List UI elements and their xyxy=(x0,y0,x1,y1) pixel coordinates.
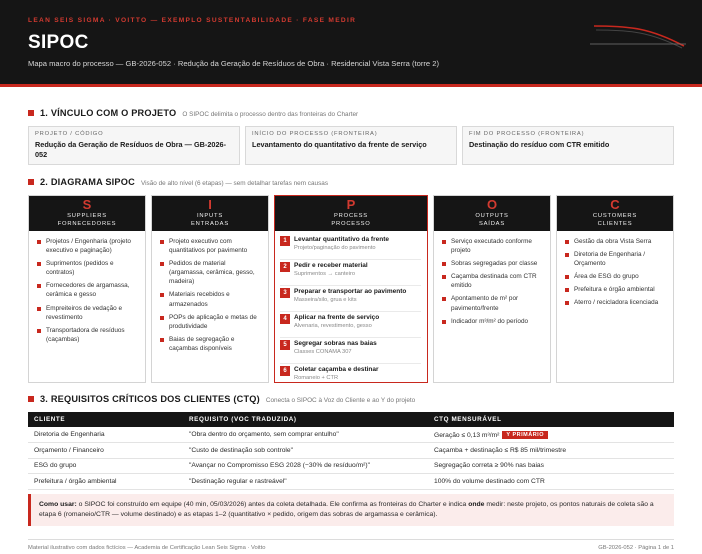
bullet-square-icon xyxy=(442,262,446,266)
list-item xyxy=(160,335,262,353)
list-item xyxy=(442,317,544,326)
header-kicker: LEAN SEIS SIGMA · VOITTO — EXEMPLO SUSTENTABILIDADE · FASE MEDIR xyxy=(28,17,357,24)
bullet-square-icon xyxy=(565,253,569,257)
card-value: Levantamento do quantitativo da frente de serviço xyxy=(252,140,427,149)
note-text-1: o SIPOC foi construído em equipe (40 min, 05/03/2026) antes da coleta detalhada. Ele confirma as fronteiras do Charter e indica xyxy=(76,501,469,508)
section-note: Conecta o SIPOC à Voz do Cliente e ao Y do projeto xyxy=(265,397,416,404)
column-name-pt: PROCESSO xyxy=(331,221,371,227)
item-text: Fornecedores de argamassa, cerâmica e gesso xyxy=(46,282,130,299)
bullet-square-icon xyxy=(37,329,41,333)
cell-client: Orçamento / Financeiro xyxy=(28,443,183,459)
cell-ctq: Segregação correta ≥ 90% nas baias xyxy=(428,458,674,474)
sipoc-column-outputs xyxy=(433,195,551,383)
column-header-client: CLIENTE xyxy=(28,412,183,427)
process-step xyxy=(280,364,421,390)
list-item xyxy=(37,259,139,277)
list-item xyxy=(565,272,667,281)
item-text: Serviço executado conforme projeto xyxy=(451,238,532,255)
section-title: 2. DIAGRAMA SIPOC xyxy=(40,177,135,187)
bullet-square-icon xyxy=(160,338,164,342)
step-number: 3 xyxy=(280,288,290,298)
list-item xyxy=(160,259,262,286)
item-text: Pedidos de material (argamassa, cerâmica, gesso, madeira) xyxy=(169,260,255,286)
section-marker xyxy=(28,396,34,402)
ctq-table xyxy=(28,412,674,490)
column-header xyxy=(275,196,427,231)
item-text: Empreiteiros de vedação e revestimento xyxy=(46,304,123,321)
step-description: Alvenaria, revestimento, gesso xyxy=(294,323,372,329)
section-3-heading xyxy=(28,394,415,404)
column-items xyxy=(152,231,268,353)
item-text: Materiais recebidos e armazenados xyxy=(169,291,230,308)
list-item xyxy=(442,237,544,255)
column-name-pt: FORNECEDORES xyxy=(57,221,117,227)
usage-note xyxy=(28,494,674,526)
sipoc-column-customers xyxy=(556,195,674,383)
bullet-square-icon xyxy=(565,240,569,244)
column-name-pt: ENTRADAS xyxy=(191,221,229,227)
bullet-square-icon xyxy=(37,262,41,266)
list-item xyxy=(565,237,667,246)
cell-ctq xyxy=(428,427,674,443)
item-text: Sobras segregadas por classe xyxy=(451,260,538,268)
item-text: Projeto executivo com quantitativos por pavimento xyxy=(169,238,248,255)
page-title: SIPOC xyxy=(28,32,89,53)
footer-divider xyxy=(28,539,674,540)
item-text: POPs de aplicação e metas de produtividade xyxy=(169,313,257,330)
item-text: Projetos / Engenharia (projeto executivo e paginação) xyxy=(46,238,131,255)
cell-client: Diretoria de Engenharia xyxy=(28,427,183,443)
charter-card-start xyxy=(245,126,457,165)
step-number: 5 xyxy=(280,340,290,350)
list-item xyxy=(37,281,139,299)
step-title: Segregar sobras nas baias xyxy=(294,340,377,347)
bullet-square-icon xyxy=(160,316,164,320)
card-label: PROJETO / CÓDIGO xyxy=(35,131,104,137)
page-header xyxy=(0,0,702,84)
column-name-en: CUSTOMERS xyxy=(592,213,638,219)
section-note: Visão de alto nível (6 etapas) — sem detalhar tarefas nem causas xyxy=(140,180,329,187)
ctq-value: Geração ≤ 0,13 m³/m² xyxy=(434,431,500,439)
step-title: Coletar caçamba e destinar xyxy=(294,366,379,373)
list-item xyxy=(37,304,139,322)
step-number: 1 xyxy=(280,236,290,246)
step-number: 6 xyxy=(280,366,290,376)
list-item xyxy=(442,272,544,290)
list-item xyxy=(565,250,667,268)
step-description: Masseira/silo, grua e kits xyxy=(294,297,357,303)
charter-card-project xyxy=(28,126,240,165)
column-letter: P xyxy=(346,197,356,212)
item-text: Diretoria de Engenharia / Orçamento xyxy=(574,251,646,268)
sipoc-column-process xyxy=(274,195,428,383)
item-text: Apontamento de m² por pavimento/frente xyxy=(451,295,519,312)
sipoc-column-suppliers xyxy=(28,195,146,383)
process-step xyxy=(280,312,421,338)
column-letter: O xyxy=(486,197,498,212)
section-1-heading xyxy=(28,108,358,118)
column-header xyxy=(152,196,268,231)
bullet-square-icon xyxy=(160,293,164,297)
section-title: 1. VÍNCULO COM O PROJETO xyxy=(40,108,177,118)
list-item xyxy=(442,259,544,268)
list-item xyxy=(160,237,262,255)
card-label: INÍCIO DO PROCESSO (FRONTEIRA) xyxy=(252,131,378,137)
column-name-en: PROCESS xyxy=(334,213,368,219)
note-lead: Como usar: xyxy=(39,501,77,508)
column-name-pt: CLIENTES xyxy=(597,221,633,227)
table-row xyxy=(28,474,674,490)
header-accent-bar xyxy=(0,84,702,87)
cell-ctq: Caçamba + destinação ≤ R$ 85 mil/trimestre xyxy=(428,443,674,459)
column-letter: S xyxy=(82,197,92,212)
section-marker xyxy=(28,179,34,185)
note-text-2: medir: neste projeto, os pontos naturais de coleta são a etapa 6 (romaneio/CTR — volume destinado) e as etapas 1–2 (quantitativo × pedido, origem das sobras de argamassa e cerâmica). xyxy=(39,501,654,519)
item-text: Caçamba destinada com CTR emitido xyxy=(451,273,537,290)
cell-client: ESG do grupo xyxy=(28,458,183,474)
card-label: FIM DO PROCESSO (FRONTEIRA) xyxy=(469,131,585,137)
column-name-pt: SAÍDAS xyxy=(478,221,506,227)
footer-left: Material ilustrativo com dados fictícios — Academia de Certificação Lean Seis Sigma · Voitto xyxy=(28,545,266,551)
bullet-square-icon xyxy=(160,240,164,244)
column-header-requirement: REQUISITO (VOC TRADUZIDA) xyxy=(183,412,428,427)
step-title: Aplicar na frente de serviço xyxy=(294,314,380,321)
column-items xyxy=(557,231,673,308)
table-header-row xyxy=(28,412,674,427)
sipoc-column-inputs xyxy=(151,195,269,383)
list-item xyxy=(37,326,139,344)
item-text: Indicador m³/m² do período xyxy=(451,317,529,325)
process-step xyxy=(280,234,421,260)
cell-client: Prefeitura / órgão ambiental xyxy=(28,474,183,490)
note-emphasis: onde xyxy=(468,501,485,508)
cell-requirement: "Avançar no Compromisso ESG 2028 (−30% de resíduo/m²)" xyxy=(183,458,428,474)
cell-requirement: "Destinação regular e rastreável" xyxy=(183,474,428,490)
header-curve-decoration xyxy=(590,16,686,52)
column-name-en: INPUTS xyxy=(196,213,224,219)
bullet-square-icon xyxy=(442,240,446,244)
bullet-square-icon xyxy=(565,301,569,305)
column-header xyxy=(434,196,550,231)
item-text: Prefeitura e órgão ambiental xyxy=(574,286,655,294)
bullet-square-icon xyxy=(442,320,446,324)
charter-card-end xyxy=(462,126,674,165)
list-item xyxy=(160,290,262,308)
column-letter: I xyxy=(208,197,212,212)
item-text: Área de ESG do grupo xyxy=(574,273,639,281)
table-row xyxy=(28,458,674,474)
item-text: Aterro / recicladora licenciada xyxy=(574,299,659,307)
table-row xyxy=(28,443,674,459)
list-item xyxy=(37,237,139,255)
bullet-square-icon xyxy=(442,275,446,279)
bullet-square-icon xyxy=(37,284,41,288)
process-step xyxy=(280,338,421,364)
section-note: O SIPOC delimita o processo dentro das fronteiras do Charter xyxy=(182,111,359,118)
section-2-heading xyxy=(28,177,328,187)
table-row xyxy=(28,427,674,443)
step-description: Romaneio + CTR xyxy=(294,375,339,381)
section-title: 3. REQUISITOS CRÍTICOS DOS CLIENTES (CTQ) xyxy=(40,394,260,404)
card-value: Destinação do resíduo com CTR emitido xyxy=(469,140,610,149)
column-items xyxy=(29,231,145,344)
step-title: Pedir e receber material xyxy=(294,262,368,269)
primary-y-badge: Y PRIMÁRIO xyxy=(502,431,548,439)
column-header-ctq: CTQ MENSURÁVEL xyxy=(428,412,674,427)
step-number: 4 xyxy=(280,314,290,324)
item-text: Transportadora de resíduos (caçambas) xyxy=(46,326,125,343)
list-item xyxy=(565,298,667,307)
column-name-en: OUTPUTS xyxy=(475,213,509,219)
step-title: Preparar e transportar ao pavimento xyxy=(294,288,407,295)
step-description: Suprimentos → canteiro xyxy=(294,271,356,277)
step-title: Levantar quantitativo da frente xyxy=(294,236,389,243)
list-item xyxy=(160,313,262,331)
list-item xyxy=(565,285,667,294)
bullet-square-icon xyxy=(37,307,41,311)
bullet-square-icon xyxy=(442,297,446,301)
step-number: 2 xyxy=(280,262,290,272)
cell-requirement: "Custo de destinação sob controle" xyxy=(183,443,428,459)
item-text: Baias de segregação e caçambas disponíveis xyxy=(169,335,235,352)
column-items xyxy=(434,231,550,326)
page-subtitle: Mapa macro do processo — GB-2026-052 · Redução da Geração de Resíduos de Obra · Residencial Vista Serra (torre 2) xyxy=(28,59,439,68)
bullet-square-icon xyxy=(565,275,569,279)
item-text: Suprimentos (pedidos e contratos) xyxy=(46,260,114,277)
bullet-square-icon xyxy=(565,288,569,292)
process-steps xyxy=(275,231,427,390)
footer-right: GB-2026-052 · Página 1 de 1 xyxy=(598,545,674,551)
column-letter: C xyxy=(610,197,620,212)
cell-requirement: "Obra dentro do orçamento, sem comprar entulho" xyxy=(183,427,428,443)
section-marker xyxy=(28,110,34,116)
process-step xyxy=(280,286,421,312)
step-description: Projeto/paginação do pavimento xyxy=(294,245,376,251)
process-step xyxy=(280,260,421,286)
card-value: Redução da Geração de Resíduos de Obra — GB-2026-052 xyxy=(35,140,226,160)
cell-ctq: 100% do volume destinado com CTR xyxy=(428,474,674,490)
bullet-square-icon xyxy=(160,262,164,266)
bullet-square-icon xyxy=(37,240,41,244)
column-name-en: SUPPLIERS xyxy=(67,213,107,219)
item-text: Gestão da obra Vista Serra xyxy=(574,238,652,245)
list-item xyxy=(442,294,544,312)
column-header xyxy=(557,196,673,231)
column-header xyxy=(29,196,145,231)
step-description: Classes CONAMA 307 xyxy=(294,349,352,355)
